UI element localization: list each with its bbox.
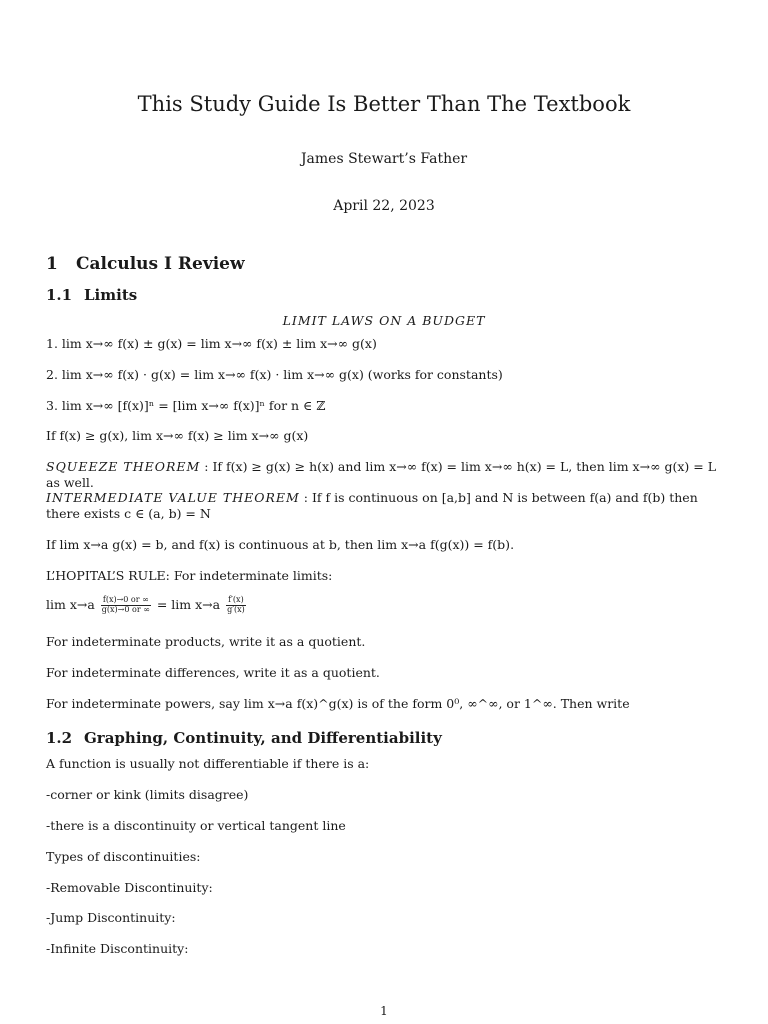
ivt-label: INTERMEDIATE VALUE THEOREM (46, 490, 300, 505)
date: April 22, 2023 (333, 198, 435, 214)
discontinuity-item: -there is a discontinuity or vertical tangent line (46, 818, 346, 833)
limit-law-3: 3. lim x→∞ [f(x)]ⁿ = [lim x→∞ f(x)]ⁿ for n ∈ ℤ (46, 398, 326, 413)
lhopital-lim-left: lim x→a (46, 596, 95, 612)
indeterminate-products: For indeterminate products, write it as a quotient. (46, 634, 366, 649)
intermediate-value-theorem (46, 490, 726, 521)
lhopital-fraction-left (101, 596, 151, 615)
author: James Stewart’s Father (300, 151, 468, 167)
fraction-numerator: f′(x) (226, 596, 246, 606)
section-number: 1 (46, 254, 58, 274)
subsection-title: Limits (84, 286, 138, 304)
squeeze-theorem-label: SQUEEZE THEOREM (46, 459, 201, 474)
lhopital-intro: L’HOPITAL’S RULE: For indeterminate limits: (46, 568, 333, 583)
comparison-rule: If f(x) ≥ g(x), lim x→∞ f(x) ≥ lim x→∞ g(x) (46, 428, 309, 443)
jump-discontinuity: -Jump Discontinuity: (46, 910, 176, 925)
limit-law-1: 1. lim x→∞ f(x) ± g(x) = lim x→∞ f(x) ± lim x→∞ g(x) (46, 336, 377, 351)
composite-limit-rule: If lim x→a g(x) = b, and f(x) is continuous at b, then lim x→a f(g(x)) = f(b). (46, 537, 515, 552)
squeeze-theorem-text: : If f(x) ≥ g(x) ≥ h(x) and lim x→∞ f(x) = lim x→∞ h(x) = L, then lim x→∞ g(x) = L as well. (46, 459, 716, 490)
infinite-discontinuity: -Infinite Discontinuity: (46, 941, 189, 956)
section-heading (46, 254, 245, 274)
subsection-title: Graphing, Continuity, and Differentiability (84, 729, 442, 747)
subsection-heading-limits (46, 286, 137, 304)
squeeze-theorem (46, 459, 726, 490)
lhopital-lim-right: = lim x→a (156, 596, 221, 612)
indeterminate-differences: For indeterminate differences, write it as a quotient. (46, 665, 380, 680)
subsection-number: 1.2 (46, 729, 73, 747)
corner-item: -corner or kink (limits disagree) (46, 787, 249, 802)
lhopital-formula (46, 596, 726, 615)
fraction-denominator: g′(x) (227, 604, 245, 614)
section-title: Calculus I Review (76, 254, 245, 274)
fraction-numerator: f(x)→0 or ∞ (101, 596, 151, 606)
ivt-text: : If f is continuous on [a,b] and N is between f(a) and f(b) then there exists c ∈ (a, b) = N (46, 490, 698, 521)
subsection-heading-graphing (46, 729, 442, 747)
fraction-denominator: g(x)→0 or ∞ (101, 604, 150, 614)
document-title: This Study Guide Is Better Than The Textbook (137, 92, 631, 116)
subsection-number: 1.1 (46, 286, 73, 304)
limit-laws-heading: LIMIT LAWS ON A BUDGET (282, 313, 486, 328)
removable-discontinuity: -Removable Discontinuity: (46, 880, 213, 895)
lhopital-fraction-right (226, 596, 246, 615)
page-number: 1 (380, 1004, 388, 1018)
discontinuity-types-heading: Types of discontinuities: (46, 849, 201, 864)
limit-law-2: 2. lim x→∞ f(x) · g(x) = lim x→∞ f(x) · lim x→∞ g(x) (works for constants) (46, 367, 503, 382)
indeterminate-powers: For indeterminate powers, say lim x→a f(x)^g(x) is of the form 0⁰, ∞^∞, or 1^∞. Then write (46, 696, 630, 711)
differentiability-intro: A function is usually not differentiable if there is a: (46, 756, 370, 771)
